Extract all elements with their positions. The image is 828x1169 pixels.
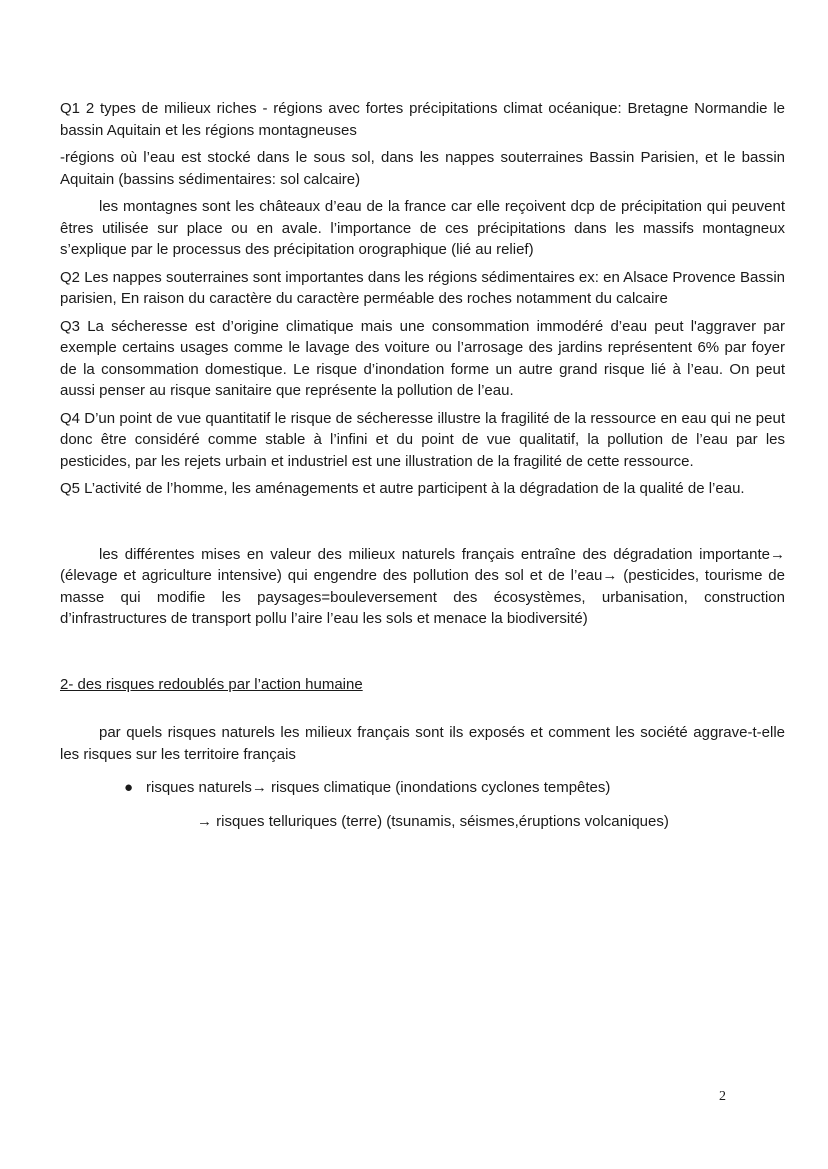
spacer bbox=[60, 506, 785, 544]
spacer bbox=[60, 695, 785, 722]
section-heading: 2- des risques redoublés par l’action humaine bbox=[60, 675, 363, 693]
paragraph-q3: Q3 La sécheresse est d’origine climatique mais une consommation immodéré d’eau peut l'aggraver par exemple certains usages comme le lavage des voiture ou l’arrosage des jardins représentent 6% par foyer de la consommation domestique. Le risque d’inondation forme un autre grand risque lié à l’eau. On peut aussi penser au risque sanitaire que représente la pollution de l’eau. bbox=[60, 317, 785, 399]
bullet-list bbox=[60, 777, 785, 799]
paragraph-montagnes: les montagnes sont les châteaux d’eau de la france car elle reçoivent dcp de précipitation qui peuvent êtres utilisée sur place ou en avale. l’importance de ces précipitations dans les massifs montagneux s’explique par le processus des précipitation orographique (lié au relief) bbox=[60, 198, 785, 258]
document-body bbox=[60, 98, 785, 832]
paragraph-q5: Q5 L’activité de l’homme, les aménagements et autre participent à la dégradation de la qualité de l’eau. bbox=[60, 480, 745, 497]
paragraph-mises-en-valeur: les différentes mises en valeur des milieux naturels français entraîne des dégradation importante→ (élevage et agriculture intensive) qui engendre des pollution des sol et de l’eau→ (pesticides, tourisme de masse qui modifie les paysages=bouleversement des écosystèmes, urbanisation, construction d’infrastructures de transport pollu l’aire l’eau les sols et menace la biodiversité) bbox=[60, 545, 785, 627]
bullet-icon: ● bbox=[124, 779, 134, 796]
section-intro: par quels risques naturels les milieux français sont ils exposés et comment les société aggrave-t-elle les risques sur les territoire français bbox=[60, 724, 785, 763]
paragraph-q4: Q4 D’un point de vue quantitatif le risque de sécheresse illustre la fragilité de la ressource en eau qui ne peut donc être considéré comme stable à l’infini et du point de vue qualitatif, la pollution de l’eau par les pesticides, par les rejets urbain et industriel est une illustration de la fragilité de cette ressource. bbox=[60, 409, 785, 470]
sub-list-line: → risques telluriques (terre) (tsunamis, séismes,éruptions volcaniques) bbox=[197, 812, 669, 830]
list-item bbox=[122, 777, 785, 799]
bullet-item-text: risques naturels→ risques climatique (inondations cyclones tempêtes) bbox=[146, 779, 611, 796]
paragraph-q2: Q2 Les nappes souterraines sont importantes dans les régions sédimentaires ex: en Alsace Provence Bassin parisien, En raison du caractère du caractère perméable des roches notamment du calcaire bbox=[60, 268, 785, 307]
paragraph-q1-regions: -régions où l’eau est stocké dans le sous sol, dans les nappes souterraines Bassin Parisien, et le bassin Aquitain (bassins sédimentaires: sol calcaire) bbox=[60, 149, 785, 188]
spacer bbox=[60, 636, 785, 674]
page-number: 2 bbox=[719, 1089, 726, 1104]
paragraph-q1: Q1 2 types de milieux riches - régions avec fortes précipitations climat océanique: Bretagne Normandie le bassin Aquitain et les régions montagneuses bbox=[60, 100, 785, 139]
